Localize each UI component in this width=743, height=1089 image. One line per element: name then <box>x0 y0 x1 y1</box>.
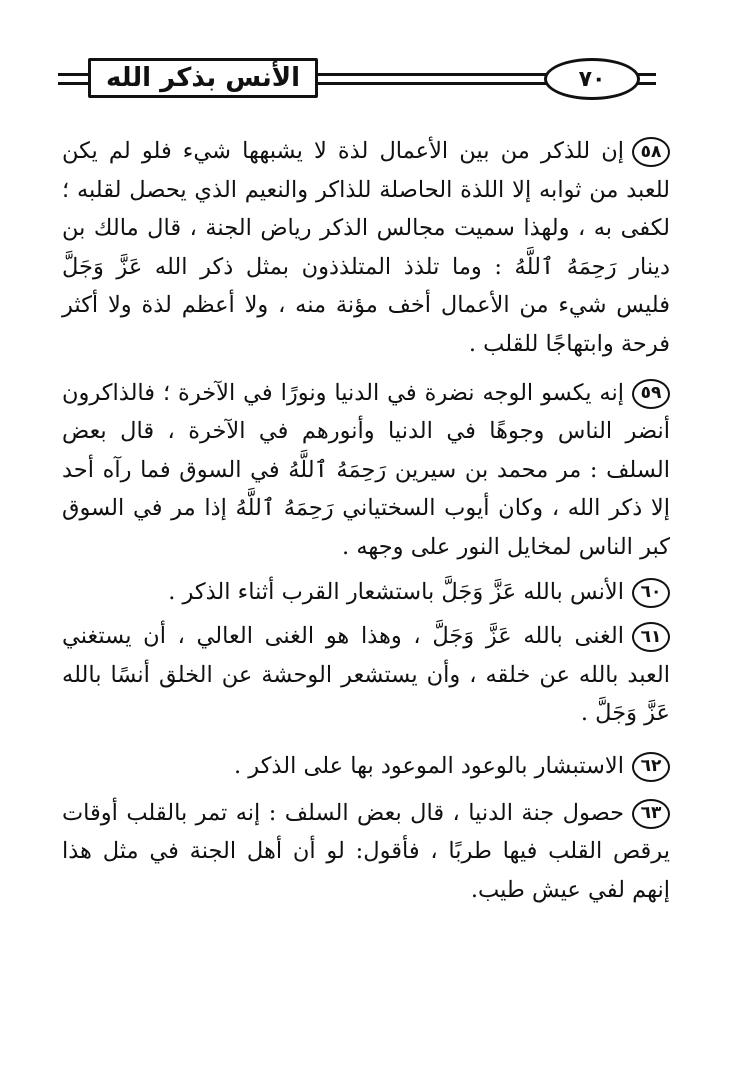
paragraph-63 <box>62 794 670 910</box>
running-title: الأنس بذكر الله <box>88 58 318 98</box>
item-number: ٦٠ <box>632 578 670 608</box>
paragraph-text: حصول جنة الدنيا ، قال بعض السلف : إنه تمر بالقلب أوقات يرقص القلب فيها طربًا ، فأقول: لو أن أهل الجنة في مثل هذا إنهم لفي عيش طيب. <box>62 799 670 903</box>
paragraph-62 <box>62 747 670 786</box>
paragraph-text: إن للذكر من بين الأعمال لذة لا يشبهها شيء فلو لم يكن للعبد من ثوابه إلا اللذة الحاصلة للذاكر والنعيم الذي يحصل لقلبه ؛ لكفى به ، ولهذا سميت مجالس الذكر رياض الجنة ، قال مالك بن دينار رَحِمَهُ ٱللَّهُ : وما تلذذ المتلذذون بمثل ذكر الله عَزَّ وَجَلَّ فليس شيء من الأعمال أخف مؤنة منه ، ولا أعظم لذة ولا أكثر فرحة وابتهاجًا للقلب . <box>62 138 670 357</box>
paragraph-text: الاستبشار بالوعود الموعود بها على الذكر . <box>233 752 624 779</box>
page-number: ٧٠ <box>544 58 640 100</box>
page-body <box>62 132 670 917</box>
paragraph-text: إنه يكسو الوجه نضرة في الدنيا ونورًا في الآخرة ؛ فالذاكرون أنضر الناس وجوهًا في الدنيا وأنورهم في الآخرة ، قال بعض السلف : مر محمد بن سيرين رَحِمَهُ ٱللَّهُ في السوق فما رآه أحد إلا ذكر الله ، وكان أيوب السختياني رَحِمَهُ ٱللَّهُ إذا مر في السوق كبر الناس لمخايل النور على وجهه . <box>62 379 670 560</box>
item-number: ٥٨ <box>632 137 670 167</box>
paragraph-text: الغنى بالله عَزَّ وَجَلَّ ، وهذا هو الغنى العالي ، أن يستغني العبد بالله عن خلقه ، وأن يستشعر الوحشة عن الخلق أنسًا بالله عَزَّ وَجَلَّ . <box>62 623 670 727</box>
paragraph-text: الأنس بالله عَزَّ وَجَلَّ باستشعار القرب أثناء الذكر . <box>168 578 624 605</box>
item-number: ٦٣ <box>632 799 670 829</box>
page-header <box>58 54 656 106</box>
item-number: ٦٢ <box>632 752 670 782</box>
paragraph-58 <box>62 132 670 364</box>
paragraph-60 <box>62 573 670 612</box>
paragraph-59 <box>62 374 670 567</box>
item-number: ٥٩ <box>632 379 670 409</box>
paragraph-61 <box>62 617 670 733</box>
item-number: ٦١ <box>632 622 670 652</box>
